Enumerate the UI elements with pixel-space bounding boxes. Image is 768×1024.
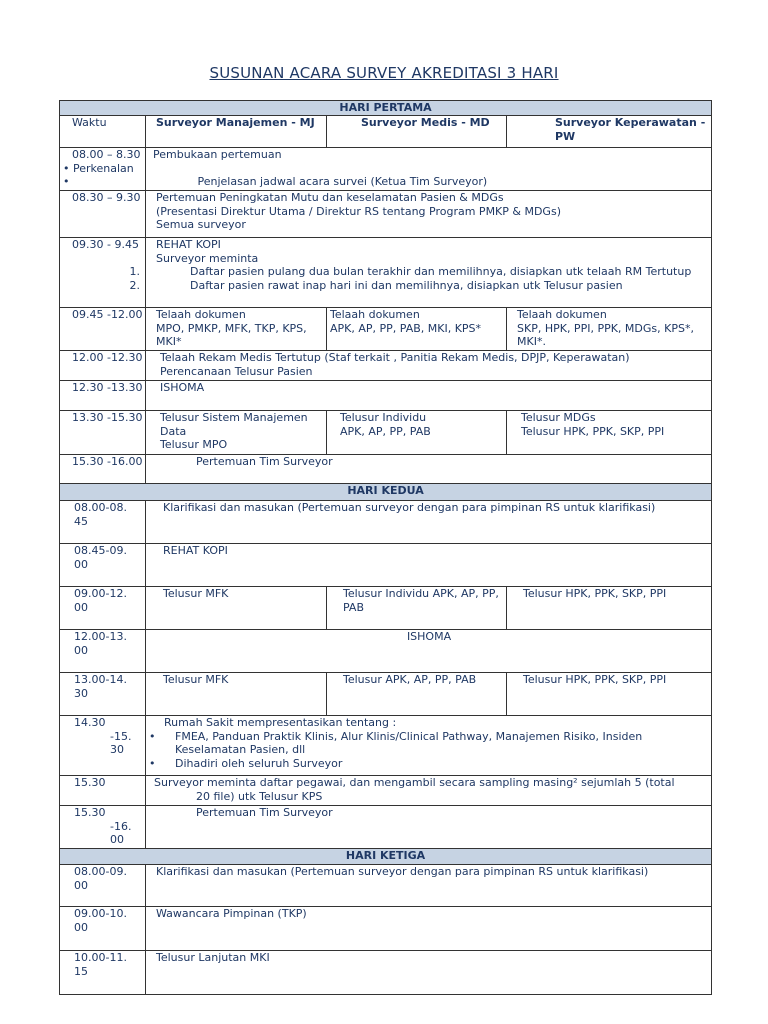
activity-cell: Wawancara Pimpinan (TKP) [146,907,712,951]
time-cell: 12.30 -13.30 [60,381,146,411]
table-row [60,865,712,907]
cell-line: Telusur HPK, PPK, SKP, PPI [521,424,665,438]
table-row [60,191,712,238]
activity-line [63,162,709,176]
md-cell [327,308,507,351]
time-cell: 10.00-11.15 [60,951,146,995]
bullet-item [149,757,709,771]
column-header-row [60,116,712,148]
day3-header: HARI KETIGA [60,849,712,865]
activity-text: Daftar pasien rawat inap hari ini dan memilihnya, disiapkan utk Telusur pasien [190,278,623,292]
cell-line: Telaah dokumen [330,308,420,321]
activity-cell: Klarifikasi dan masukan (Pertemuan surveyor dengan para pimpinan RS untuk klarifikasi) [146,865,712,907]
cell-line: Telaah dokumen [517,308,607,321]
activity-cell: Pertemuan Tim Surveyor [146,806,712,849]
time-cell: 08.30 – 9.30 [60,191,146,238]
bullet: • [149,756,156,770]
time-cell: 15.30 -16.00 [60,455,146,484]
item-number: 2. [129,278,140,292]
activity-line: Telaah Rekam Medis Tertutup (Staf terkait , Panitia Rekam Medis, DPJP, Keperawatan) [160,351,630,364]
time-cell: 12.00-13.00 [60,630,146,673]
time-cell: 09.00-10.00 [60,907,146,951]
time-cell: 12.00 -12.30 [60,351,146,381]
md-cell [327,411,507,455]
day1-header: HARI PERTAMA [60,101,712,116]
table-row [60,907,712,951]
activity-cell: Pertemuan Tim Surveyor [146,455,712,484]
table-row [60,776,712,806]
table-row [60,544,712,587]
activity-cell [146,351,712,381]
col-surveyor-md: Surveyor Medis - MD [327,116,507,148]
table-row [60,351,712,381]
activity-cell: REHAT KOPI [146,544,712,587]
time-cell: 08.00 – 8.30 [60,148,146,191]
table-row [60,951,712,995]
table-row [60,673,712,716]
col-surveyor-pw: Surveyor Keperawatan - PW [507,116,712,148]
activity-line: Perencanaan Telusur Pasien [160,364,313,378]
table-row [60,238,712,308]
page-title: SUSUNAN ACARA SURVEY AKREDITASI 3 HARI [209,64,559,82]
table-row [60,411,712,455]
pw-cell [507,308,712,351]
time-cell: 08.00-08.45 [60,501,146,544]
activity-line: Surveyor meminta [156,251,259,265]
activity-cell: ISHOMA [146,630,712,673]
table-row [60,501,712,544]
time-cell: 15.30 [60,776,146,806]
activity-cell: Klarifikasi dan masukan (Pertemuan surveyor dengan para pimpinan RS untuk klarifikasi) [146,501,712,544]
pw-cell: Telusur HPK, PPK, SKP, PPI [507,673,712,716]
cell-line: SKP, HPK, PPI, PPK, MDGs, KPS*, MKI*. [517,321,694,348]
bullet: • [149,729,156,743]
cell-line: Telaah dokumen [156,308,246,321]
time-cell: 09.45 -12.00 [60,308,146,351]
activity-line: (Presentasi Direktur Utama / Direktur RS tentang Program PMKP & MDGs) [156,204,561,218]
activity-line [63,175,709,189]
table-row [60,148,712,191]
time-cell: 09.30 - 9.45 [60,238,146,308]
numbered-item [58,265,709,279]
md-cell: Telusur Individu APK, AP, PP, PAB [327,587,507,630]
schedule-table [59,100,712,995]
item-number: 1. [129,265,140,278]
time-cell: 08.00-09.00 [60,865,146,907]
bullet: • [63,161,70,175]
activity-text: Daftar pasien pulang dua bulan terakhir dan memilihnya, disiapkan utk telaah RM Tertutup [190,265,692,278]
activity-text: Dihadiri oleh seluruh Surveyor [175,756,343,770]
activity-line: Surveyor meminta daftar pegawai, dan mengambil secara sampling masing² sejumlah 5 (total [154,776,675,789]
table-row [60,381,712,411]
table-row [60,716,712,776]
activity-cell: Telusur Lanjutan MKI [146,951,712,995]
pw-cell: Telusur HPK, PPK, SKP, PPI [507,587,712,630]
bullet-item [149,730,709,757]
cell-line: Telusur Sistem Manajemen Data [160,411,308,438]
day2-header: HARI KEDUA [60,484,712,501]
time-cell-line: -16. 00 [110,819,132,846]
activity-line: Pembukaan pertemuan [153,148,282,161]
activity-text: Perkenalan [73,161,134,175]
activity-line: Pertemuan Peningkatan Mutu dan keselamatan Pasien & MDGs [156,191,504,204]
activity-cell [146,716,712,776]
activity-text: FMEA, Panduan Praktik Klinis, Alur Klinis/Clinical Pathway, Manajemen Risiko, Insiden Keselamatan Pasien, dll [175,729,643,756]
time-cell: 09.00-12.00 [60,587,146,630]
activity-line: 20 file) utk Telusur KPS [196,789,323,803]
cell-line: APK, AP, PP, PAB, MKI, KPS* [330,321,482,335]
cell-line: Telusur MPO [160,438,228,451]
cell-line: APK, AP, PP, PAB [340,424,431,438]
col-waktu: Waktu [60,116,146,148]
time-cell-line: -15. 30 [110,729,132,756]
activity-line: Rumah Sakit mempresentasikan tentang : [164,716,397,729]
activity-cell [146,776,712,806]
numbered-item [58,279,709,293]
table-row [60,587,712,630]
col-surveyor-mj: Surveyor Manajemen - MJ [146,116,327,148]
time-cell: 08.45-09.00 [60,544,146,587]
cell-line: Telusur Individu [340,411,427,424]
activity-cell: ISHOMA [146,381,712,411]
mj-cell [146,308,327,351]
day1-header-row [60,101,712,116]
activity-line: Semua surveyor [156,218,246,231]
mj-cell [146,411,327,455]
cell-line: Telusur MDGs [521,411,596,424]
time-cell: 13.30 -15.30 [60,411,146,455]
time-cell: 13.00-14.30 [60,673,146,716]
day2-header-row [60,484,712,501]
bullet: • [63,175,70,188]
table-row [60,308,712,351]
activity-line: REHAT KOPI [156,238,221,251]
activity-cell [129,238,712,308]
table-row [60,455,712,484]
activity-cell [146,191,712,238]
time-cell: 15.30 -16. 00 [60,806,146,849]
table-row [60,630,712,673]
mj-cell: Telusur MFK [146,587,327,630]
time-cell: 14.30 -15. 30 [60,716,146,776]
md-cell: Telusur APK, AP, PP, PAB [327,673,507,716]
table-row [60,806,712,849]
activity-text: Penjelasan jadwal acara survei (Ketua Tim Surveyor) [197,175,488,188]
cell-line: MPO, PMKP, MFK, TKP, KPS, MKI* [156,321,307,348]
pw-cell [507,411,712,455]
day3-header-row [60,849,712,865]
mj-cell: Telusur MFK [146,673,327,716]
